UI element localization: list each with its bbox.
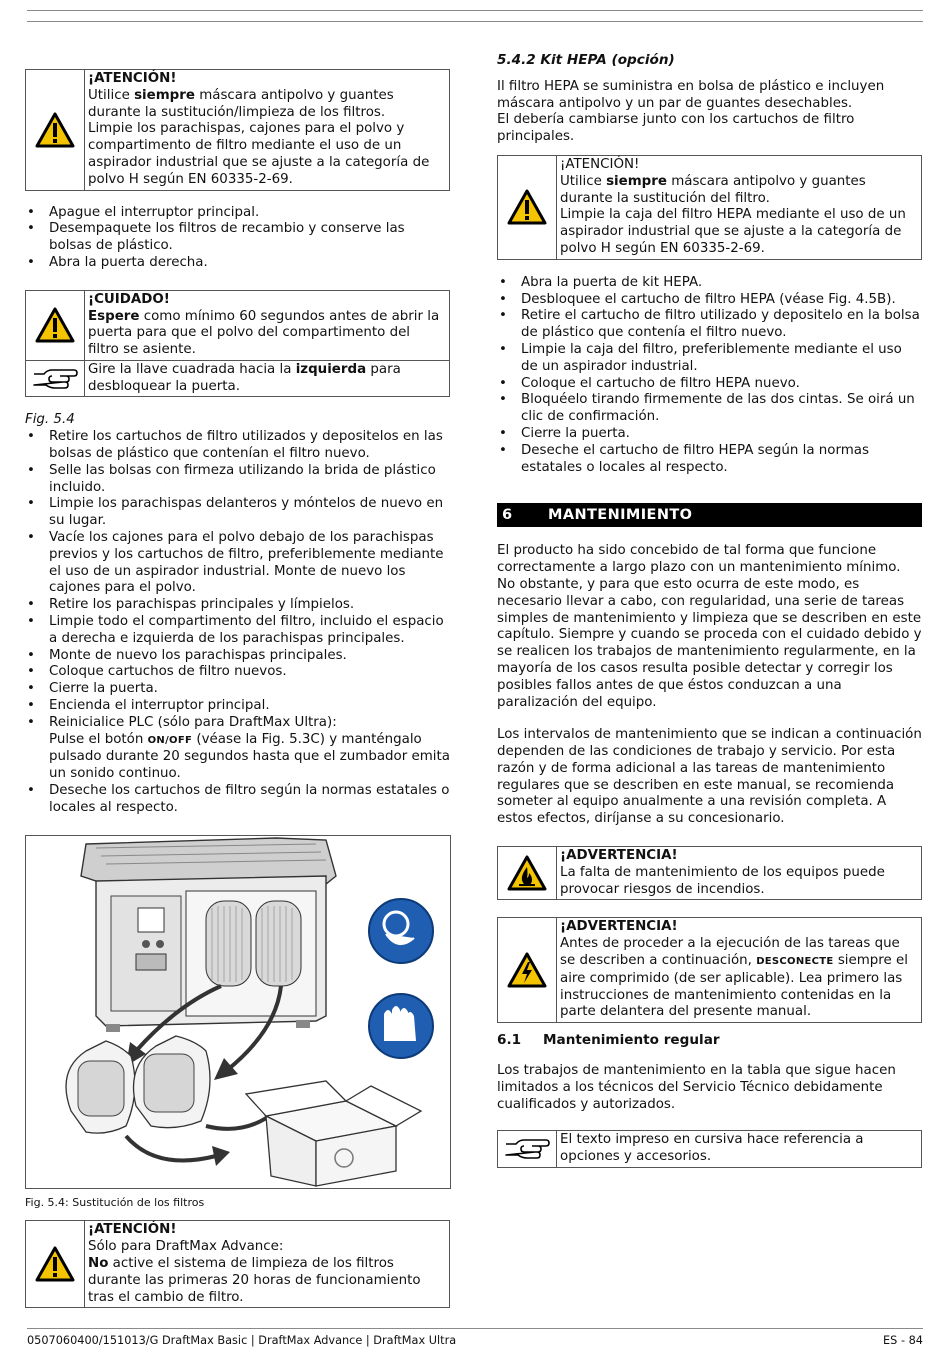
hint-note bbox=[497, 1130, 922, 1168]
bullet-list-2 bbox=[25, 429, 450, 816]
notice-title: ¡ATENCIÓN! bbox=[88, 71, 177, 86]
list-item: • Limpie la caja del filtro, preferiblemente mediante el uso de un aspirador industrial. bbox=[497, 342, 922, 376]
list-item: • Deseche el cartucho de filtro HEPA según la normas estatales o locales al respecto. bbox=[497, 443, 922, 477]
notice-title: ¡ADVERTENCIA! bbox=[560, 919, 678, 935]
notice-title: ¡ATENCIÓN! bbox=[88, 1222, 177, 1238]
fire-warning-notice bbox=[497, 846, 922, 900]
maintenance-paragraph-1: El producto ha sido concebido de tal forma que funcione correctamente a largo plazo con un mantenimiento mínimo. No obstante, y para que esto ocurra de este modo, es necesario llevar a cabo, con regularidad, una serie de tareas simples de mantenimiento y limpieza que se describen en este capítulo. Siempre y cuando se proceda con el cuidado debido y se realicen los trabajos de mantenimiento regularmente, en la mayoría de los casos resulta posible detectar y corregir los posibles fallos antes de que éstos conduzcan a una paralización del equipo. bbox=[497, 543, 922, 710]
filter-unit-illustration bbox=[26, 836, 450, 1188]
notice-text: Antes de proceder a la ejecución de las tareas que se describen a continuación, DESCONECTE siempre el aire comprimido (de ser aplicable). Lea primero las instrucciones de mantenimiento contenidas en la parte delantera del presente manual. bbox=[560, 936, 908, 1020]
list-item: • Coloque cartuchos de filtro nuevos. bbox=[25, 664, 450, 681]
left-column bbox=[25, 48, 450, 1308]
warning-triangle-icon bbox=[507, 189, 547, 225]
notice-title: ¡ADVERTENCIA! bbox=[560, 848, 678, 864]
list-item: • Deseche los cartuchos de filtro según la normas estatales o locales al respecto. bbox=[25, 783, 450, 817]
page-footer bbox=[27, 1333, 923, 1350]
list-item: • Coloque el cartucho de filtro HEPA nuevo. bbox=[497, 376, 922, 393]
list-item: • Limpie los parachispas delanteros y móntelos de nuevo en su lugar. bbox=[25, 496, 450, 530]
notice-text: Espere como mínimo 60 segundos antes de abrir la puerta para que el polvo del compartimento del filtro se asiente. bbox=[88, 308, 440, 358]
section-heading: 6 MANTENIMIENTO bbox=[497, 503, 922, 527]
bullet-list-1 bbox=[25, 205, 450, 272]
notice-title: ¡CUIDADO! bbox=[88, 291, 170, 307]
hepa-heading: 5.4.2 Kit HEPA (opción) bbox=[497, 52, 675, 68]
filter-replacement-figure bbox=[25, 835, 451, 1189]
hepa-steps-list bbox=[497, 275, 922, 477]
notice-text: Gire la llave cuadrada hacia la izquierda para desbloquear la puerta. bbox=[85, 360, 449, 397]
right-column bbox=[497, 48, 922, 1168]
warning-triangle-icon bbox=[35, 112, 75, 148]
maintenance-paragraph-2: Los intervalos de mantenimiento que se indican a continuación dependen de las condiciones de trabajo y servicio. Por esta razón y de forma adicional a las tareas de mantenimiento regulares que se describen en este manual, se recomienda someter al equipo anualmente a una revisión completa. A estos efectos, diríjanse a su concesionario. bbox=[497, 727, 922, 827]
page-number: ES - 84 bbox=[883, 1334, 923, 1347]
list-item: • Monte de nuevo los parachispas principales. bbox=[25, 648, 450, 665]
list-item: • Vacíe los cajones para el polvo debajo de los parachispas previos y los cartuchos de filtro, preferiblemente mediante el uso de un aspirador industrial. Monte de nuevo los cajones para el polvo. bbox=[25, 530, 450, 597]
pointing-hand-icon bbox=[504, 1138, 550, 1160]
caution-notice bbox=[25, 290, 450, 398]
notice-text: No active el sistema de limpieza de los filtros durante las primeras 20 horas de funcionamiento tras el cambio de filtro. bbox=[88, 1256, 421, 1305]
list-item: • Desbloquee el cartucho de filtro HEPA (véase Fig. 4.5B). bbox=[497, 292, 922, 309]
footer-document-id: 0507060400/151013/G DraftMax Basic | DraftMax Advance | DraftMax Ultra bbox=[27, 1334, 457, 1347]
list-item: • Desempaquete los filtros de recambio y conserve las bolsas de plástico. bbox=[25, 221, 450, 255]
fire-hazard-icon bbox=[507, 855, 547, 891]
attention-notice-3 bbox=[25, 1220, 450, 1308]
list-item: • Bloquéelo tirando firmemente de las dos cintas. Se oirá un clic de confirmación. bbox=[497, 392, 922, 426]
top-rule-2 bbox=[27, 21, 923, 22]
figure-reference: Fig. 5.4 bbox=[25, 412, 75, 428]
warning-triangle-icon bbox=[35, 1246, 75, 1282]
attention-notice-4 bbox=[497, 155, 922, 260]
top-rule-1 bbox=[27, 10, 923, 11]
notice-text: Utilice siempre máscara antipolvo y guantes durante la sustitución del filtro. bbox=[560, 173, 866, 206]
list-item: • Abra la puerta derecha. bbox=[25, 255, 450, 272]
notice-text: Utilice siempre máscara antipolvo y guantes durante la sustitución/limpieza de los filtros. bbox=[88, 87, 394, 120]
list-item: • Cierre la puerta. bbox=[25, 681, 450, 698]
hepa-paragraph-1: Il filtro HEPA se suministra en bolsa de plástico e incluyen máscara antipolvo y un par de guantes desechables. bbox=[497, 78, 885, 111]
hepa-paragraph-2: El debería cambiarse junto con los cartuchos de filtro principales. bbox=[497, 112, 855, 145]
notice-text: La falta de mantenimiento de los equipos puede provocar riesgos de incendios. bbox=[560, 864, 885, 897]
list-item: • Abra la puerta de kit HEPA. bbox=[497, 275, 922, 292]
list-item: • Apague el interruptor principal. bbox=[25, 205, 450, 222]
notice-text: El texto impreso en cursiva hace referencia a opciones y accesorios. bbox=[560, 1132, 864, 1165]
notice-text: Limpie los parachispas, cajones para el polvo y compartimento de filtro mediante el uso de un aspirador industrial que se ajuste a la categoría de polvo H según EN 60335-2-69. bbox=[88, 121, 430, 187]
footer-rule bbox=[27, 1328, 923, 1329]
warning-triangle-icon bbox=[35, 307, 75, 343]
notice-title: ¡ATENCIÓN! bbox=[560, 156, 640, 172]
electric-warning-notice bbox=[497, 917, 922, 1023]
figure-caption: Fig. 5.4: Sustitución de los filtros bbox=[25, 1196, 205, 1210]
list-item: • Encienda el interruptor principal. bbox=[25, 698, 450, 715]
subsection-heading: 6.1 Mantenimiento regular bbox=[497, 1032, 720, 1049]
list-item: • Reinicialice PLC (sólo para DraftMax Ultra): Pulse el botón ON/OFF (véase la Fig. 5.3C) y manténgalo pulsado durante 20 segundos hasta que el zumbador emita un sonido continuo. bbox=[25, 715, 450, 783]
notice-text: Limpie la caja del filtro HEPA mediante el uso de un aspirador industrial que se ajuste a la categoría de polvo H según EN 60335-2-69. bbox=[560, 207, 906, 256]
list-item: • Cierre la puerta. bbox=[497, 426, 922, 443]
attention-notice-1 bbox=[25, 69, 450, 191]
notice-text: Sólo para DraftMax Advance: bbox=[88, 1239, 284, 1255]
maintenance-paragraph-3: Los trabajos de mantenimiento en la tabla que sigue hacen limitados a los técnicos del Servicio Técnico debidamente cualificados y autorizados. bbox=[497, 1063, 896, 1112]
list-item: • Selle las bolsas con firmeza utilizando la brida de plástico incluido. bbox=[25, 463, 450, 497]
list-item: • Retire el cartucho de filtro utilizado y depositelo en la bolsa de plástico que contenía el filtro nuevo. bbox=[497, 308, 922, 342]
list-item: • Limpie todo el compartimento del filtro, incluido el espacio a derecha e izquierda de los parachispas principales. bbox=[25, 614, 450, 648]
on-off-label: ON/OFF bbox=[147, 734, 193, 746]
list-item: • Retire los cartuchos de filtro utilizados y depositelos en las bolsas de plástico que contenían el filtro nuevo. bbox=[25, 429, 450, 463]
electric-hazard-icon bbox=[507, 952, 547, 988]
list-item: • Retire los parachispas principales y límpielos. bbox=[25, 597, 450, 614]
pointing-hand-icon bbox=[32, 368, 78, 390]
